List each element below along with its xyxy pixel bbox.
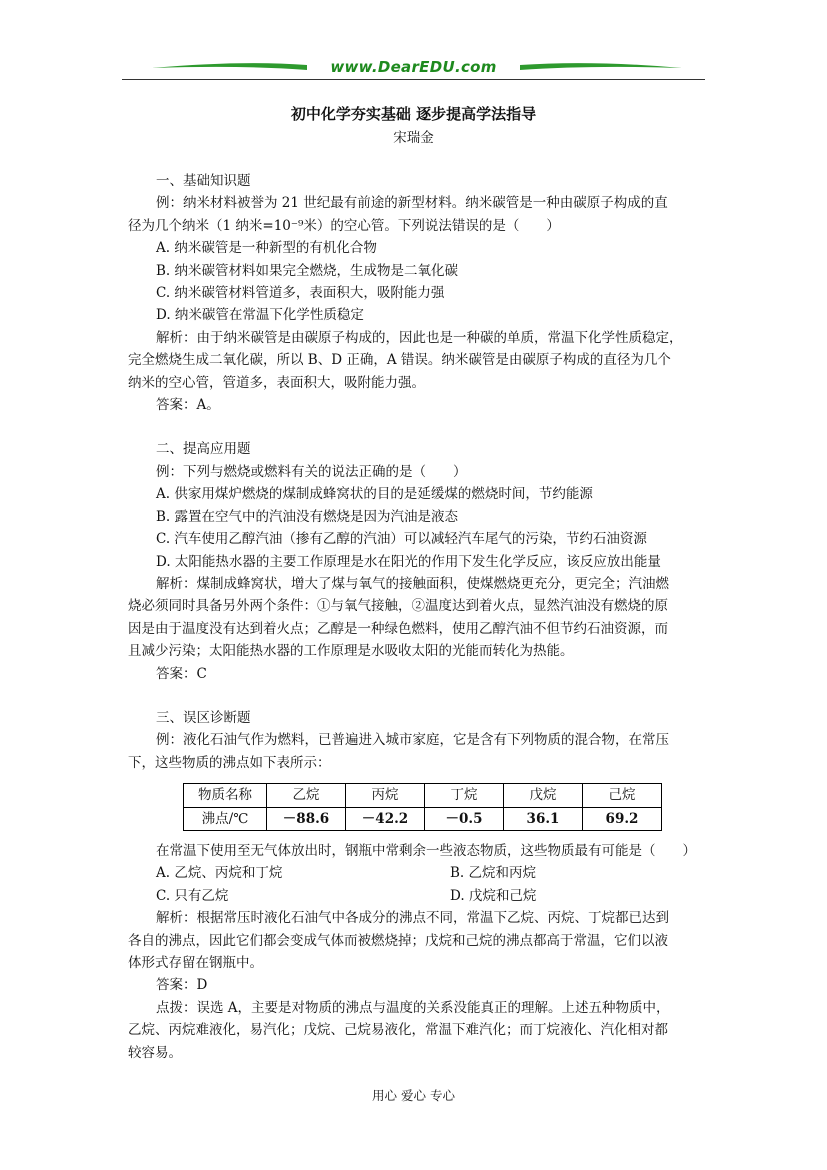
section-heading: 二、提高应用题 bbox=[156, 441, 251, 458]
question-text: 例：液化石油气作为燃料，已普遍进入城市家庭，它是含有下列物质的混合物，在常压 bbox=[156, 732, 669, 749]
table-cell: 丁烷 bbox=[425, 784, 504, 807]
page-footer: 用心 爱心 专心 bbox=[372, 1088, 455, 1103]
answer-text: 答案：C bbox=[156, 665, 207, 682]
table-cell: 36.1 bbox=[504, 807, 583, 830]
option-item: A. 纳米碳管是一种新型的有机化合物 bbox=[156, 240, 377, 257]
option-item: D. 纳米碳管在常温下化学性质稳定 bbox=[156, 307, 364, 324]
spacer bbox=[128, 685, 704, 707]
header-divider bbox=[122, 79, 705, 80]
page-title: 初中化学夯实基础 逐步提高学法指导 bbox=[290, 105, 537, 123]
table-cell: －0.5 bbox=[425, 807, 504, 830]
table-cell: 己烷 bbox=[583, 784, 662, 807]
option-item: C. 汽车使用乙醇汽油（掺有乙醇的汽油）可以减轻汽车尾气的污染，节约石油资源 bbox=[156, 531, 647, 548]
analysis-text: 完全燃烧生成二氧化碳，所以 B、D 正确，A 错误。纳米碳管是由碳原子构成的直径为几个 bbox=[128, 352, 671, 369]
site-url: www.DearEDU.com bbox=[330, 58, 497, 76]
table-cell: 69.2 bbox=[583, 807, 662, 830]
author-name: 宋瑞金 bbox=[393, 130, 434, 146]
analysis-text: 因是由于温度没有达到着火点；乙醇是一种绿色燃料，使用乙醇汽油不但节约石油资源，而 bbox=[128, 620, 668, 637]
tip-text: 乙烷、丙烷难液化，易汽化；戊烷、己烷易液化，常温下难汽化；而丁烷液化、汽化相对都 bbox=[128, 1022, 668, 1039]
option-item: D. 戊烷和己烷 bbox=[450, 887, 537, 904]
analysis-text: 且减少污染；太阳能热水器的工作原理是水吸收太阳的光能而转化为热能。 bbox=[128, 643, 574, 660]
analysis-text: 解析：根据常压时液化石油气中各成分的沸点不同，常温下乙烷、丙烷、丁烷都已达到 bbox=[156, 910, 669, 927]
analysis-text: 解析：煤制成蜂窝状，增大了煤与氧气的接触面积，使煤燃烧更充分，更完全；汽油燃 bbox=[156, 575, 669, 592]
table-header-row bbox=[184, 784, 662, 807]
analysis-text: 体形式存留在钢瓶中。 bbox=[128, 955, 263, 971]
table-cell: －42.2 bbox=[346, 807, 425, 830]
tip-text: 点拨：误选 A，主要是对物质的沸点与温度的关系没能真正的理解。上述五种物质中， bbox=[156, 999, 670, 1016]
table-cell: －88.6 bbox=[267, 807, 346, 830]
option-item: D. 太阳能热水器的主要工作原理是水在阳光的作用下发生化学反应，该反应放出能量 bbox=[156, 553, 661, 570]
section-heading: 一、基础知识题 bbox=[156, 173, 251, 189]
table-cell: 戊烷 bbox=[504, 784, 583, 807]
table-cell: 物质名称 bbox=[184, 784, 267, 807]
tip-text: 较容易。 bbox=[128, 1044, 182, 1061]
option-item: B. 露置在空气中的汽油没有燃烧是因为汽油是液态 bbox=[156, 508, 459, 525]
option-row bbox=[128, 862, 704, 884]
option-item: A. 乙烷、丙烷和丁烷 bbox=[156, 865, 283, 882]
table-cell: 丙烷 bbox=[346, 784, 425, 807]
analysis-text: 各自的沸点，因此它们都会变成气体而被燃烧掉；戊烷和己烷的沸点都高于常温，它们以液 bbox=[128, 932, 668, 949]
table-cell: 乙烷 bbox=[267, 784, 346, 807]
option-item: B. 乙烷和丙烷 bbox=[450, 865, 537, 882]
answer-text: 答案：D bbox=[156, 977, 208, 994]
option-row bbox=[128, 885, 704, 907]
spacer bbox=[128, 416, 704, 438]
question-text: 下，这些物质的沸点如下表所示： bbox=[128, 754, 331, 771]
section-heading: 三、误区诊断题 bbox=[156, 709, 251, 726]
option-item: C. 纳米碳管材料管道多，表面积大，吸附能力强 bbox=[156, 285, 445, 302]
document-body bbox=[128, 170, 704, 1064]
option-item: A. 供家用煤炉燃烧的煤制成蜂窝状的目的是延缓煤的燃烧时间，节约能源 bbox=[156, 486, 593, 503]
analysis-text: 纳米的空心管，管道多，表面积大，吸附能力强。 bbox=[128, 374, 425, 391]
option-item: C. 只有乙烷 bbox=[156, 887, 229, 904]
table-cell: 沸点/℃ bbox=[184, 807, 267, 830]
question-text: 径为几个纳米（1 纳米=10⁻⁹米）的空心管。下列说法错误的是（ ） bbox=[128, 217, 560, 234]
question-text: 在常温下使用至无气体放出时，钢瓶中常剩余一些液态物质，这些物质最有可能是（ ） bbox=[156, 842, 696, 859]
boiling-point-table bbox=[183, 783, 662, 831]
answer-text: 答案：A。 bbox=[156, 397, 220, 414]
question-text: 例：纳米材料被誉为 21 世纪最有前途的新型材料。纳米碳管是一种由碳原子构成的直 bbox=[156, 195, 668, 212]
table-row bbox=[184, 807, 662, 830]
analysis-text: 烧必须同时具备另外两个条件：①与氧气接触，②温度达到着火点，显然汽油没有燃烧的原 bbox=[128, 598, 668, 615]
option-item: B. 纳米碳管材料如果完全燃烧，生成物是二氧化碳 bbox=[156, 262, 459, 279]
question-text: 例：下列与燃烧或燃料有关的说法正确的是（ ） bbox=[156, 463, 467, 480]
analysis-text: 解析：由于纳米碳管是由碳原子构成的，因此也是一种碳的单质，常温下化学性质稳定， bbox=[156, 329, 683, 346]
